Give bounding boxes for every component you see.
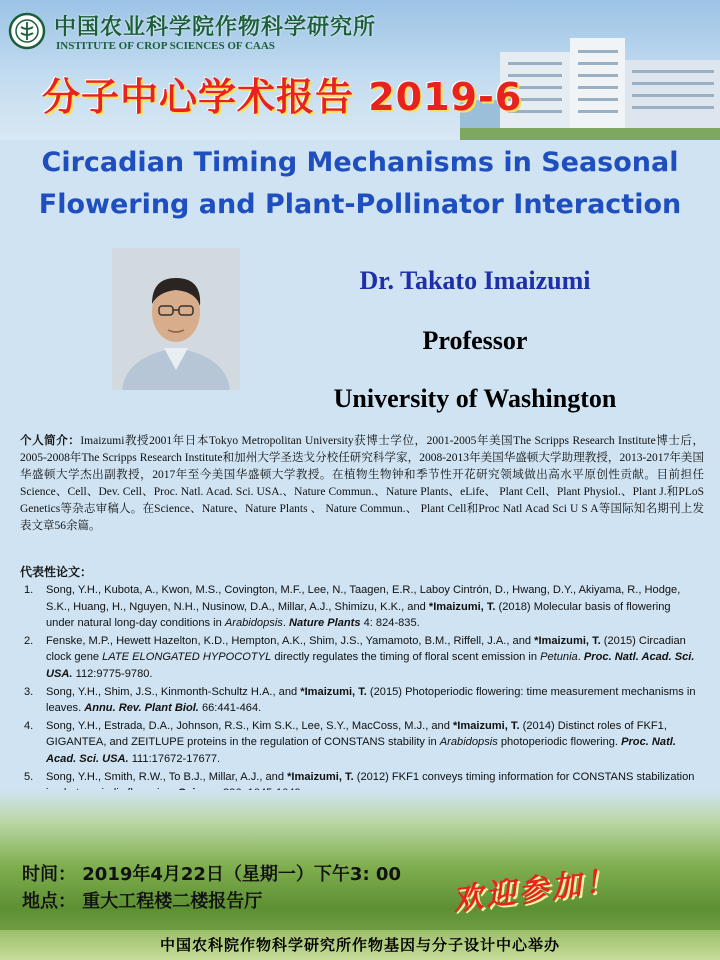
pub-title: (2018) Molecular basis of flowering under natural long-day conditions in bbox=[46, 600, 671, 630]
organizer-footer: 中国农科院作物科学研究所作物基因与分子设计中心举办 bbox=[0, 930, 720, 960]
pub-journal: Proc. Natl. Acad. Sci. USA. bbox=[46, 651, 695, 680]
publications-heading: 代表性论文： bbox=[20, 565, 93, 579]
pub-italic-term: Petunia bbox=[540, 651, 578, 664]
pub-authors: Song, Y.H., Shim, J.S., Kinmonth-Schultz H.A., and bbox=[46, 685, 301, 698]
pub-number: 4. bbox=[24, 719, 34, 732]
speaker-name: Dr. Takato Imaizumi bbox=[359, 266, 591, 295]
header-banner bbox=[0, 0, 720, 140]
institute-name-cn: 中国农业科学院作物科学研究所 bbox=[54, 15, 377, 40]
bio-text: Imaizumi教授2001年日本Tokyo Metropolitan University获博士学位，2001-2005年美国The Scripps Research Institute博士后，2005-2008年The Scripps Research Institute和加州大学圣迭戈分校任研究科学家，2008-2013年美国华盛顿大学助理教授，2013-2017年美国华盛顿大学杰出副教授，2017年至今美国华盛顿大学教授。在植物生物钟和季节性开花研究领域做出高水平原创性贡献。目前担任Science、Cell、Dev. Cell、Proc. Natl. Acad. Sci. USA.、Nature Commun.、Nature Plants、eLife、 Plant Cell、Plant Physiol.、Plant J.和PLoS Genetics等杂志审稿人。在Science、Nature、Nature Plants 、 Nature Commun.、 Plant Cell和Proc Natl Acad Sci U S A等国际知名期刊上发表文章56余篇。 bbox=[20, 435, 704, 532]
pub-title: (2014) Distinct roles of FKF1, GIGANTEA, and ZEITLUPE proteins in the regulation of CONSTANS stability in bbox=[46, 719, 667, 749]
pub-text: . bbox=[577, 651, 584, 664]
event-place: 地点： 重大工程楼二楼报告厅 bbox=[22, 891, 263, 912]
pub-text: directly regulates the timing of floral scent emission in bbox=[271, 651, 541, 664]
caas-emblem-icon bbox=[8, 12, 46, 50]
pub-corresponding-author: *Imaizumi, T. bbox=[300, 685, 367, 698]
speaker-affiliation: University of Washington bbox=[333, 384, 617, 413]
pub-volume: 111:17672-17677. bbox=[128, 752, 221, 765]
talk-title-line-1: Circadian Timing Mechanisms in Seasonal bbox=[41, 147, 679, 178]
pub-authors: Song, Y.H., Kubota, A., Kwon, M.S., Covington, M.F., Lee, N., Taagen, E.R., Laboy Cintrón, D., Hwang, D.Y., Akiyama, R., Hodge, S.K., Huang, H., Nguyen, N.H., Nusinow, D.A., Millar, A.J., Shimizu, K.K., and bbox=[46, 584, 681, 613]
list-item bbox=[24, 633, 702, 683]
bio-label: 个人简介： bbox=[20, 433, 81, 447]
pub-volume: 66:441-464. bbox=[198, 702, 262, 715]
speaker-portrait-icon bbox=[112, 248, 240, 390]
pub-corresponding-author: *Imaizumi, T. bbox=[534, 634, 601, 647]
pub-corresponding-author: *Imaizumi, T. bbox=[452, 719, 520, 732]
pub-journal: Annu. Rev. Plant Biol. bbox=[84, 702, 199, 715]
pub-corresponding-author: *Imaizumi, T. bbox=[287, 770, 354, 783]
institute-name-en: INSTITUTE OF CROP SCIENCES OF CAAS bbox=[56, 40, 275, 52]
pub-authors: Song, Y.H., Smith, R.W., To B.J., Millar, A.J., and bbox=[46, 770, 288, 783]
talk-title bbox=[0, 142, 720, 226]
pub-journal: Proc. Natl. Acad. Sci. USA. bbox=[46, 736, 676, 765]
pub-title: (2015) Circadian clock gene bbox=[46, 634, 686, 664]
pub-number: 3. bbox=[24, 685, 34, 698]
event-time: 时间： 2019年4月22日（星期一）下午3: 00 bbox=[22, 864, 401, 885]
list-item bbox=[24, 718, 702, 768]
pub-number: 1. bbox=[24, 584, 34, 596]
pub-number: 2. bbox=[24, 634, 34, 647]
lecture-series-title: 分子中心学术报告 2019-6 bbox=[42, 75, 523, 119]
pub-text: photoperiodic flowering. bbox=[497, 736, 622, 749]
list-item bbox=[24, 684, 702, 717]
pub-number: 5. bbox=[24, 770, 34, 783]
pub-journal: Nature Plants bbox=[289, 617, 361, 630]
list-item bbox=[24, 582, 702, 632]
publication-list bbox=[24, 582, 702, 803]
pub-italic-term: LATE ELONGATED HYPOCOTYL bbox=[102, 651, 272, 664]
welcome-text: 欢迎参加！ bbox=[450, 863, 619, 918]
pub-italic-term: Arabidopsis bbox=[224, 617, 283, 630]
pub-title: (2015) Photoperiodic flowering: time measurement mechanisms in leaves. bbox=[46, 685, 696, 715]
pub-italic-term: Arabidopsis bbox=[439, 736, 498, 749]
pub-title: (2012) FKF1 conveys timing information for CONSTANS stabilization bbox=[356, 770, 695, 783]
pub-authors: Song, Y.H., Estrada, D.A., Johnson, R.S., Kim S.K., Lee, S.Y., MacCoss, M.J., and bbox=[46, 719, 453, 732]
speaker-bio bbox=[20, 432, 704, 535]
speaker-position: Professor bbox=[422, 326, 528, 355]
pub-volume: 4: 824-835. bbox=[360, 617, 420, 630]
pub-text: . bbox=[282, 617, 289, 630]
talk-title-line-2: Flowering and Plant-Pollinator Interaction bbox=[38, 189, 682, 220]
pub-authors: Fenske, M.P., Hewett Hazelton, K.D., Hempton, A.K., Shim, J.S., Yamamoto, B.M., Riffell, J.A., and bbox=[46, 634, 535, 647]
pub-corresponding-author: *Imaizumi, T. bbox=[428, 600, 496, 613]
pub-volume: 112:9775-9780. bbox=[72, 667, 153, 680]
